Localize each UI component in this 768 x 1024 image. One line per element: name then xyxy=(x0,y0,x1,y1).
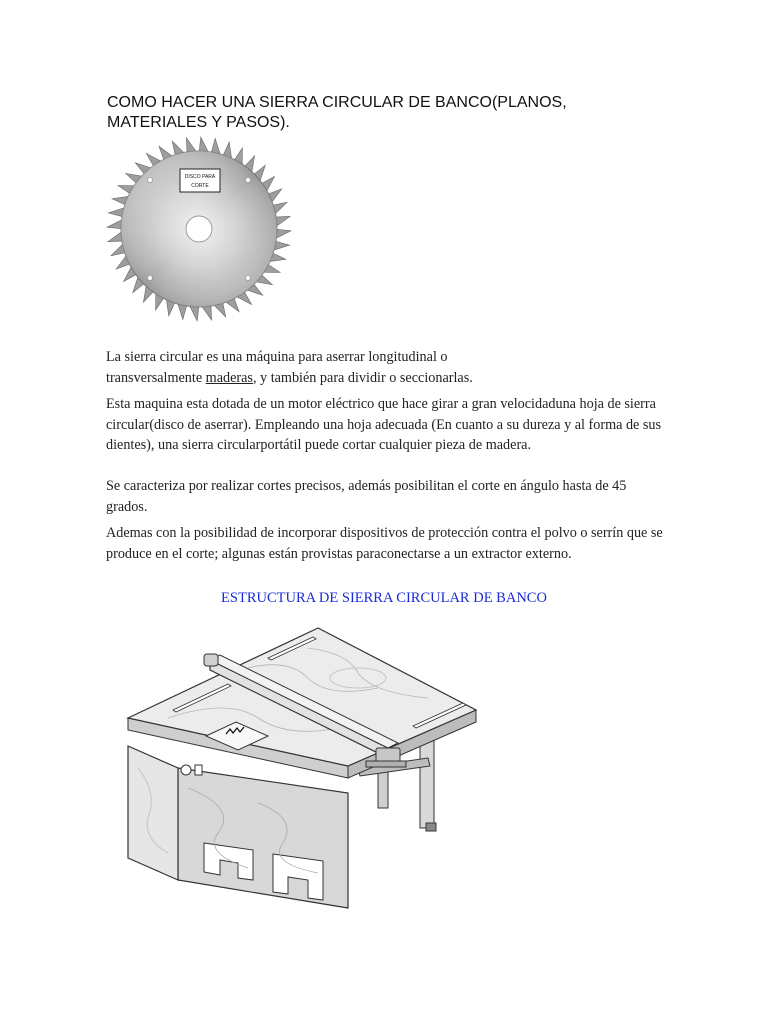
saw-blade-image xyxy=(104,136,294,326)
table-saw-image xyxy=(108,618,488,914)
paragraph-2: Esta maquina esta dotada de un motor eléctrico que hace girar a gran velocidaduna hoja de sierra circular(disco de aserrar). Empleando una hoja adecuada (En cuanto a su dureza y al forma de sus dientes), una sierra circularportátil puede cortar cualquier pieza de madera. xyxy=(106,396,662,453)
blade-label-line-1: DISCO PARA xyxy=(184,174,216,180)
paragraph-1 xyxy=(106,347,666,388)
maderas-link[interactable]: maderas xyxy=(205,369,253,386)
paragraph-4: Ademas con la posibilidad de incorporar dispositivos de protección contra el polvo o serrín que se produce en el corte; algunas están provistas paraconectarse a un extractor externo. xyxy=(106,525,663,562)
figure-caption: ESTRUCTURA DE SIERRA CIRCULAR DE BANCO xyxy=(221,590,547,606)
title-line-1: COMO HACER UNA SIERRA CIRCULAR DE BANCO(PLANOS, xyxy=(107,94,567,111)
page-title xyxy=(107,93,627,133)
title-line-2: MATERIALES Y PASOS). xyxy=(107,114,290,131)
paragraph-1-text-b: transversalmente xyxy=(106,369,206,386)
blade-label-line-2: CORTE xyxy=(191,183,209,189)
paragraph-1-text-c: , y también para dividir o seccionarlas. xyxy=(252,369,473,386)
paragraph-3: Se caracteriza por realizar cortes precisos, además posibilitan el corte en ángulo hasta de 45 grados. xyxy=(106,478,627,515)
paragraph-1-text-a: La sierra circular es una máquina para aserrar longitudinal o xyxy=(106,349,448,365)
